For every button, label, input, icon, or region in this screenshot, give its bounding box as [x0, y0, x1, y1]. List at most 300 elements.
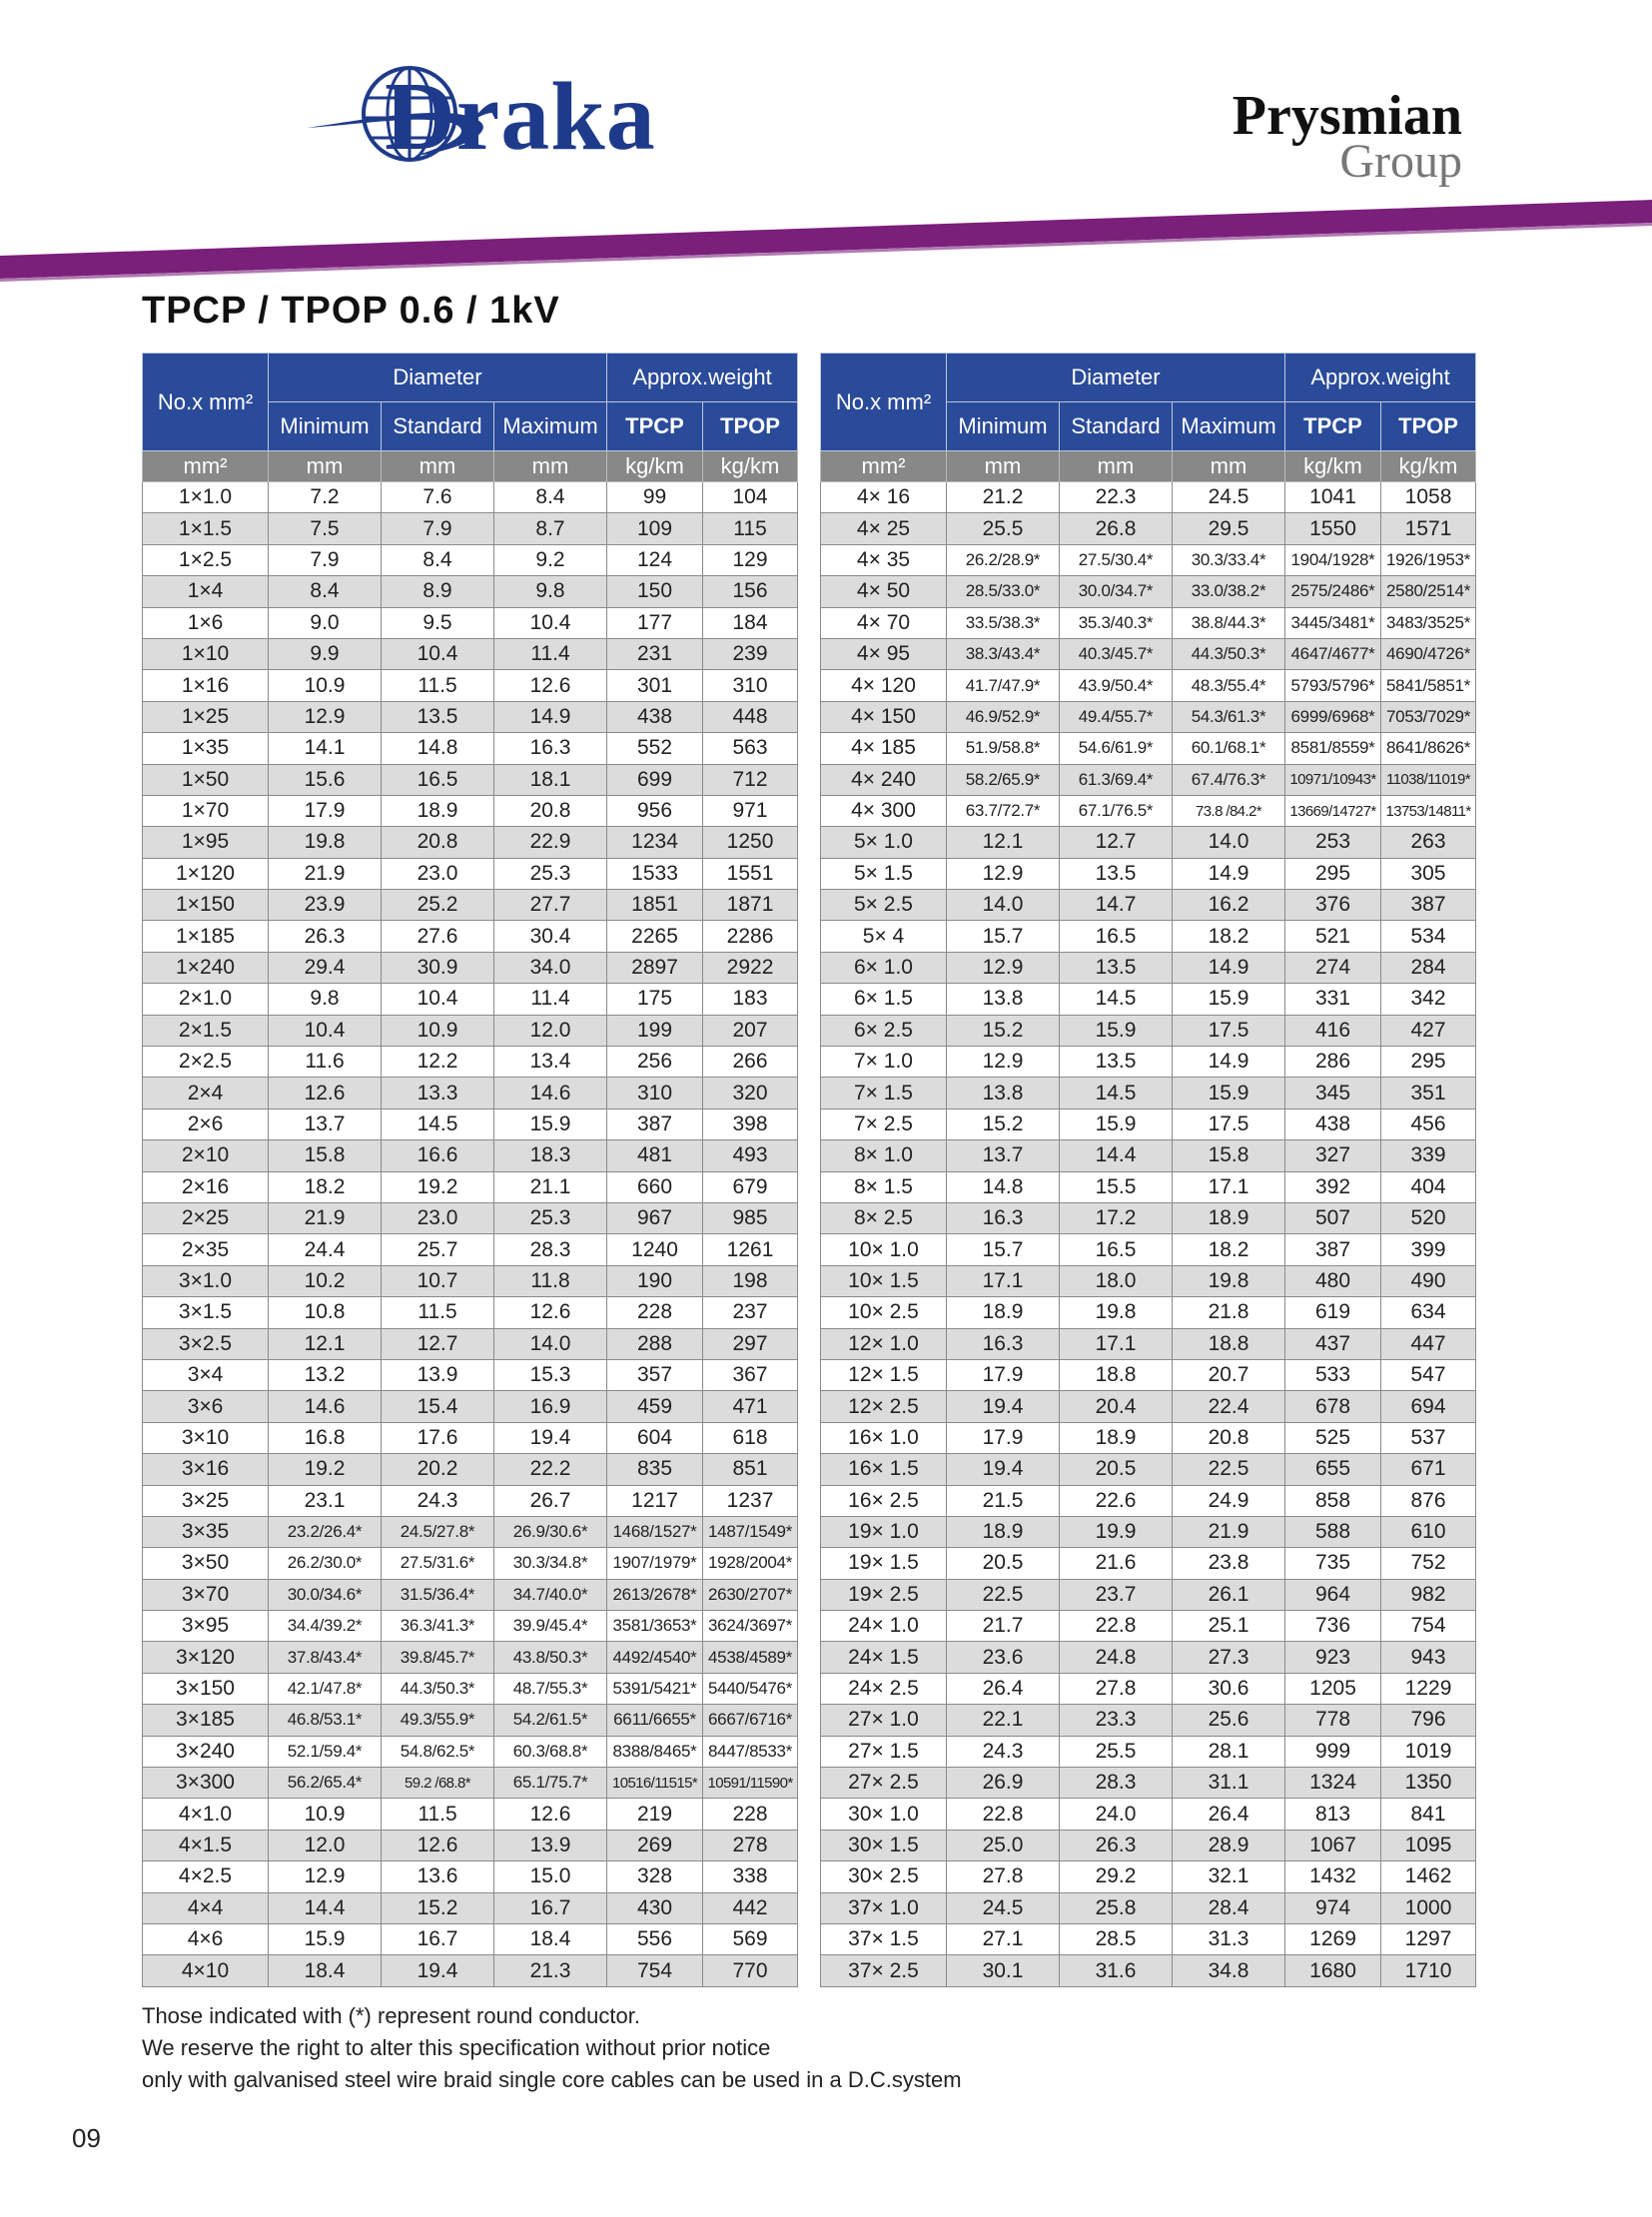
cell-maximum: 27.7: [494, 890, 607, 921]
col-tpop-header: TPOP: [1381, 402, 1476, 451]
cell-tpop: 399: [1381, 1234, 1476, 1265]
table-row: [821, 1015, 1476, 1046]
cell-maximum: 24.5: [1173, 482, 1285, 513]
cell-tpcp: 10971/10943*: [1285, 764, 1381, 795]
cell-size: 3×4: [143, 1359, 269, 1390]
cell-standard: 11.5: [382, 1799, 494, 1830]
cell-standard: 20.4: [1060, 1391, 1173, 1422]
cell-standard: 22.6: [1060, 1485, 1173, 1516]
cell-tpop: 1487/1549*: [703, 1516, 798, 1547]
cell-tpcp: 1240: [607, 1234, 703, 1265]
cell-tpcp: 8581/8559*: [1285, 733, 1381, 764]
cell-size: 10× 1.5: [821, 1265, 947, 1296]
cell-tpcp: 1468/1527*: [607, 1516, 703, 1547]
cell-tpcp: 735: [1285, 1548, 1381, 1579]
cell-maximum: 22.4: [1173, 1391, 1285, 1422]
cell-maximum: 15.9: [494, 1108, 607, 1139]
table-row: [143, 1171, 798, 1202]
cell-standard: 14.5: [382, 1108, 494, 1139]
table-row: [143, 1234, 798, 1265]
table-row: [821, 1579, 1476, 1610]
table-units-row: [821, 451, 1476, 482]
table-row: [821, 1202, 1476, 1233]
cell-standard: 18.0: [1060, 1265, 1173, 1296]
cell-tpcp: 387: [1285, 1234, 1381, 1265]
cell-maximum: 19.8: [1173, 1265, 1285, 1296]
cell-maximum: 27.3: [1173, 1642, 1285, 1673]
col-weight-header: Approx.weight: [1285, 354, 1476, 402]
cell-standard: 25.2: [382, 890, 494, 921]
cell-size: 12× 1.5: [821, 1359, 947, 1390]
cell-tpcp: 357: [607, 1359, 703, 1390]
cell-size: 1×2.5: [143, 544, 269, 575]
cell-tpcp: 13669/14727*: [1285, 795, 1381, 826]
cell-tpcp: 150: [607, 576, 703, 607]
cell-maximum: 12.0: [494, 1015, 607, 1046]
cell-standard: 25.5: [1060, 1736, 1173, 1767]
cell-size: 5× 1.0: [821, 827, 947, 858]
cell-size: 2×1.0: [143, 984, 269, 1015]
cell-standard: 14.5: [1060, 984, 1173, 1015]
cell-size: 19× 1.5: [821, 1548, 947, 1579]
cell-size: 4× 150: [821, 701, 947, 732]
cell-size: 4× 240: [821, 764, 947, 795]
table-header-row: [821, 354, 1476, 402]
cell-minimum: 17.1: [947, 1265, 1060, 1296]
cell-tpop: 3483/3525*: [1381, 607, 1476, 638]
table-row: [143, 733, 798, 764]
cell-standard: 49.3/55.9*: [382, 1705, 494, 1736]
cell-tpcp: 10516/11515*: [607, 1768, 703, 1799]
cell-tpop: 490: [1381, 1265, 1476, 1296]
cell-tpop: 610: [1381, 1516, 1476, 1547]
cell-tpop: 943: [1381, 1642, 1476, 1673]
table-row: [821, 1234, 1476, 1265]
cell-tpop: 442: [703, 1892, 798, 1923]
cell-standard: 12.7: [1060, 827, 1173, 858]
cell-size: 1×6: [143, 607, 269, 638]
cell-maximum: 8.7: [494, 513, 607, 544]
cell-size: 1×50: [143, 764, 269, 795]
cell-minimum: 26.4: [947, 1673, 1060, 1704]
cell-size: 1×1.0: [143, 482, 269, 513]
cell-tpcp: 392: [1285, 1171, 1381, 1202]
cell-tpcp: 199: [607, 1015, 703, 1046]
cell-tpcp: 736: [1285, 1611, 1381, 1642]
cell-size: 3×95: [143, 1611, 269, 1642]
cell-tpop: 752: [1381, 1548, 1476, 1579]
cell-tpop: 4690/4726*: [1381, 638, 1476, 669]
cell-maximum: 13.9: [494, 1830, 607, 1860]
cell-standard: 20.8: [382, 827, 494, 858]
cell-minimum: 18.9: [947, 1297, 1060, 1328]
cell-tpcp: 481: [607, 1140, 703, 1171]
cell-tpcp: 1904/1928*: [1285, 544, 1381, 575]
cell-standard: 19.4: [382, 1955, 494, 1986]
cell-minimum: 38.3/43.4*: [947, 638, 1060, 669]
cell-minimum: 17.9: [269, 795, 382, 826]
cell-maximum: 18.2: [1173, 1234, 1285, 1265]
cell-tpcp: 956: [607, 795, 703, 826]
cell-tpop: 351: [1381, 1078, 1476, 1108]
cell-size: 3×185: [143, 1705, 269, 1736]
cell-minimum: 23.9: [269, 890, 382, 921]
cell-standard: 10.7: [382, 1265, 494, 1296]
cell-maximum: 22.5: [1173, 1454, 1285, 1485]
cell-minimum: 22.8: [947, 1799, 1060, 1830]
cell-tpcp: 190: [607, 1265, 703, 1296]
table-row: [821, 1861, 1476, 1892]
table-row: [821, 544, 1476, 575]
cell-standard: 59.2 /68.8*: [382, 1768, 494, 1799]
cell-tpop: 2922: [703, 952, 798, 983]
cell-standard: 26.3: [1060, 1830, 1173, 1860]
cell-size: 3×6: [143, 1391, 269, 1422]
cell-standard: 13.6: [382, 1861, 494, 1892]
table-row: [143, 952, 798, 983]
cell-tpcp: 1067: [1285, 1830, 1381, 1860]
table-row: [143, 1830, 798, 1860]
cell-tpcp: 1680: [1285, 1955, 1381, 1986]
unit-tpcp: kg/km: [607, 451, 703, 482]
cell-maximum: 18.2: [1173, 921, 1285, 952]
cell-tpop: 10591/11590*: [703, 1768, 798, 1799]
table-row: [143, 1705, 798, 1736]
table-row: [143, 1892, 798, 1923]
table-row: [143, 890, 798, 921]
table-row: [143, 827, 798, 858]
cell-size: 2×35: [143, 1234, 269, 1265]
cell-minimum: 26.3: [269, 921, 382, 952]
cell-standard: 12.7: [382, 1328, 494, 1359]
cell-tpop: 6667/6716*: [703, 1705, 798, 1736]
cell-standard: 19.9: [1060, 1516, 1173, 1547]
cell-maximum: 22.2: [494, 1454, 607, 1485]
cell-tpcp: 533: [1285, 1359, 1381, 1390]
cell-minimum: 14.1: [269, 733, 382, 764]
cell-standard: 36.3/41.3*: [382, 1611, 494, 1642]
table-row: [143, 1297, 798, 1328]
table-row: [821, 1140, 1476, 1171]
prysmian-logo: [1232, 85, 1462, 188]
col-maximum-header: Maximum: [1173, 402, 1285, 451]
cell-maximum: 30.6: [1173, 1673, 1285, 1704]
cell-size: 2×16: [143, 1171, 269, 1202]
table-row: [143, 638, 798, 669]
cell-minimum: 15.7: [947, 1234, 1060, 1265]
cell-minimum: 25.5: [947, 513, 1060, 544]
cell-maximum: 20.8: [494, 795, 607, 826]
cell-size: 2×6: [143, 1108, 269, 1139]
cell-size: 30× 2.5: [821, 1861, 947, 1892]
cell-minimum: 8.4: [269, 576, 382, 607]
table-row: [821, 1830, 1476, 1860]
cell-standard: 9.5: [382, 607, 494, 638]
cell-maximum: 30.3/33.4*: [1173, 544, 1285, 575]
cell-tpop: 8447/8533*: [703, 1736, 798, 1767]
cell-minimum: 27.8: [947, 1861, 1060, 1892]
cell-maximum: 24.9: [1173, 1485, 1285, 1516]
cell-maximum: 9.2: [494, 544, 607, 575]
cell-tpcp: 1217: [607, 1485, 703, 1516]
cell-size: 4× 120: [821, 670, 947, 701]
cell-size: 4×4: [143, 1892, 269, 1923]
cell-minimum: 17.9: [947, 1422, 1060, 1453]
cell-maximum: 14.0: [494, 1328, 607, 1359]
cell-minimum: 10.9: [269, 670, 382, 701]
cell-size: 7× 1.5: [821, 1078, 947, 1108]
cell-size: 1×1.5: [143, 513, 269, 544]
cell-maximum: 18.3: [494, 1140, 607, 1171]
table-row: [143, 1923, 798, 1954]
cell-tpop: 2286: [703, 921, 798, 952]
cell-size: 2×10: [143, 1140, 269, 1171]
cell-minimum: 42.1/47.8*: [269, 1673, 382, 1704]
cell-standard: 17.2: [1060, 1202, 1173, 1233]
cell-tpop: 2580/2514*: [1381, 576, 1476, 607]
cell-maximum: 34.8: [1173, 1955, 1285, 1986]
cell-maximum: 25.1: [1173, 1611, 1285, 1642]
cell-tpop: 1095: [1381, 1830, 1476, 1860]
cell-maximum: 67.4/76.3*: [1173, 764, 1285, 795]
cell-tpcp: 177: [607, 607, 703, 638]
cell-tpcp: 999: [1285, 1736, 1381, 1767]
cell-tpcp: 301: [607, 670, 703, 701]
cell-minimum: 10.4: [269, 1015, 382, 1046]
cell-minimum: 12.1: [269, 1328, 382, 1359]
cell-size: 16× 2.5: [821, 1485, 947, 1516]
cell-tpop: 1250: [703, 827, 798, 858]
col-standard-header: Standard: [1060, 402, 1173, 451]
cell-maximum: 28.3: [494, 1234, 607, 1265]
cell-minimum: 24.4: [269, 1234, 382, 1265]
table-row: [143, 984, 798, 1015]
cell-minimum: 16.3: [947, 1202, 1060, 1233]
cell-standard: 29.2: [1060, 1861, 1173, 1892]
cell-size: 12× 2.5: [821, 1391, 947, 1422]
cell-size: 3×1.5: [143, 1297, 269, 1328]
cell-size: 3×25: [143, 1485, 269, 1516]
cell-standard: 7.9: [382, 513, 494, 544]
cell-standard: 14.7: [1060, 890, 1173, 921]
cell-tpcp: 175: [607, 984, 703, 1015]
cell-standard: 22.3: [1060, 482, 1173, 513]
cell-tpop: 493: [703, 1140, 798, 1171]
cell-minimum: 15.2: [947, 1108, 1060, 1139]
cell-tpop: 634: [1381, 1297, 1476, 1328]
cell-size: 3×10: [143, 1422, 269, 1453]
cell-minimum: 10.8: [269, 1297, 382, 1328]
cell-size: 1×95: [143, 827, 269, 858]
cell-tpcp: 858: [1285, 1485, 1381, 1516]
cell-standard: 30.0/34.7*: [1060, 576, 1173, 607]
cell-tpop: 239: [703, 638, 798, 669]
cell-tpop: 1571: [1381, 513, 1476, 544]
cell-maximum: 48.3/55.4*: [1173, 670, 1285, 701]
cell-minimum: 58.2/65.9*: [947, 764, 1060, 795]
cell-size: 2×2.5: [143, 1047, 269, 1078]
cell-standard: 27.8: [1060, 1673, 1173, 1704]
cell-tpop: 3624/3697*: [703, 1611, 798, 1642]
cell-standard: 18.9: [382, 795, 494, 826]
cell-tpop: 1237: [703, 1485, 798, 1516]
cell-maximum: 9.8: [494, 576, 607, 607]
cell-standard: 16.5: [382, 764, 494, 795]
cell-standard: 13.9: [382, 1359, 494, 1390]
cell-tpop: 404: [1381, 1171, 1476, 1202]
table-row: [143, 1078, 798, 1108]
cell-tpcp: 1851: [607, 890, 703, 921]
cell-maximum: 28.9: [1173, 1830, 1285, 1860]
cell-size: 3×1.0: [143, 1265, 269, 1296]
cell-size: 4×1.5: [143, 1830, 269, 1860]
cell-tpcp: 376: [1285, 890, 1381, 921]
cell-minimum: 25.0: [947, 1830, 1060, 1860]
cell-standard: 27.6: [382, 921, 494, 952]
table-row: [821, 1391, 1476, 1422]
cell-minimum: 21.9: [269, 1202, 382, 1233]
cell-minimum: 51.9/58.8*: [947, 733, 1060, 764]
table-row: [821, 1265, 1476, 1296]
cell-minimum: 41.7/47.9*: [947, 670, 1060, 701]
cell-standard: 20.2: [382, 1454, 494, 1485]
cell-minimum: 9.0: [269, 607, 382, 638]
cell-standard: 31.5/36.4*: [382, 1579, 494, 1610]
cell-tpop: 320: [703, 1078, 798, 1108]
cell-size: 16× 1.5: [821, 1454, 947, 1485]
col-diameter-header: Diameter: [947, 354, 1285, 402]
cell-tpop: 5841/5851*: [1381, 670, 1476, 701]
cell-maximum: 43.8/50.3*: [494, 1642, 607, 1673]
cell-minimum: 16.3: [947, 1328, 1060, 1359]
table-row: [143, 858, 798, 889]
cell-minimum: 12.9: [947, 858, 1060, 889]
table-row: [821, 984, 1476, 1015]
cell-tpcp: 1324: [1285, 1768, 1381, 1799]
col-no-header: No.x mm²: [143, 354, 269, 451]
cell-tpcp: 99: [607, 482, 703, 513]
cell-minimum: 14.4: [269, 1892, 382, 1923]
cell-tpop: 263: [1381, 827, 1476, 858]
cell-tpcp: 2613/2678*: [607, 1579, 703, 1610]
cable-table-left: [142, 353, 798, 1987]
table-row: [143, 1015, 798, 1046]
cell-size: 6× 2.5: [821, 1015, 947, 1046]
table-row: [821, 1955, 1476, 1986]
cell-maximum: 15.8: [1173, 1140, 1285, 1171]
cell-minimum: 46.9/52.9*: [947, 701, 1060, 732]
cell-maximum: 17.5: [1173, 1015, 1285, 1046]
table-row: [143, 1359, 798, 1390]
cell-size: 5× 1.5: [821, 858, 947, 889]
table-row: [143, 544, 798, 575]
cell-standard: 15.2: [382, 1892, 494, 1923]
table-row: [821, 1108, 1476, 1139]
cell-tpcp: 835: [607, 1454, 703, 1485]
table-row: [821, 607, 1476, 638]
cell-tpop: 448: [703, 701, 798, 732]
cell-maximum: 28.1: [1173, 1736, 1285, 1767]
table-row: [143, 1108, 798, 1139]
table-row: [143, 1265, 798, 1296]
cell-standard: 7.6: [382, 482, 494, 513]
cell-maximum: 44.3/50.3*: [1173, 638, 1285, 669]
cell-minimum: 22.5: [947, 1579, 1060, 1610]
table-row: [143, 1485, 798, 1516]
cell-tpcp: 1041: [1285, 482, 1381, 513]
cell-tpcp: 588: [1285, 1516, 1381, 1547]
cell-maximum: 18.4: [494, 1923, 607, 1954]
cell-size: 10× 2.5: [821, 1297, 947, 1328]
cell-size: 5× 4: [821, 921, 947, 952]
cell-tpcp: 1907/1979*: [607, 1548, 703, 1579]
cell-maximum: 26.7: [494, 1485, 607, 1516]
cell-minimum: 24.5: [947, 1892, 1060, 1923]
cell-tpcp: 459: [607, 1391, 703, 1422]
draka-logo-text: Draka: [385, 63, 656, 171]
cell-minimum: 14.0: [947, 890, 1060, 921]
cell-standard: 13.5: [1060, 952, 1173, 983]
table-row: [821, 638, 1476, 669]
cell-tpcp: 5793/5796*: [1285, 670, 1381, 701]
table-row: [143, 764, 798, 795]
cell-tpcp: 231: [607, 638, 703, 669]
cell-standard: 24.5/27.8*: [382, 1516, 494, 1547]
cell-standard: 22.8: [1060, 1611, 1173, 1642]
table-row: [821, 1359, 1476, 1390]
cell-tpcp: 4492/4540*: [607, 1642, 703, 1673]
cell-minimum: 15.9: [269, 1923, 382, 1954]
cell-minimum: 15.7: [947, 921, 1060, 952]
cell-tpcp: 507: [1285, 1202, 1381, 1233]
cell-tpop: 1926/1953*: [1381, 544, 1476, 575]
cell-tpop: 2630/2707*: [703, 1579, 798, 1610]
cell-standard: 23.0: [382, 858, 494, 889]
col-diameter-header: Diameter: [269, 354, 607, 402]
cell-standard: 49.4/55.7*: [1060, 701, 1173, 732]
cell-maximum: 34.7/40.0*: [494, 1579, 607, 1610]
cell-size: 4× 50: [821, 576, 947, 607]
cell-tpcp: 3581/3653*: [607, 1611, 703, 1642]
cell-tpop: 342: [1381, 984, 1476, 1015]
cell-tpop: 1058: [1381, 482, 1476, 513]
cell-minimum: 12.9: [269, 701, 382, 732]
cell-size: 4× 300: [821, 795, 947, 826]
cell-minimum: 13.8: [947, 1078, 1060, 1108]
col-tpcp-header: TPCP: [607, 402, 703, 451]
cell-tpop: 11038/11019*: [1381, 764, 1476, 795]
table-row: [821, 1799, 1476, 1830]
cell-minimum: 26.9: [947, 1768, 1060, 1799]
cell-minimum: 23.1: [269, 1485, 382, 1516]
cell-tpop: 183: [703, 984, 798, 1015]
cell-standard: 23.0: [382, 1202, 494, 1233]
cell-maximum: 13.4: [494, 1047, 607, 1078]
cell-tpcp: 3445/3481*: [1285, 607, 1381, 638]
page-title: TPCP / TPOP 0.6 / 1kV: [142, 290, 560, 332]
cell-minimum: 7.9: [269, 544, 382, 575]
cell-maximum: 26.4: [1173, 1799, 1285, 1830]
cell-minimum: 15.8: [269, 1140, 382, 1171]
table-row: [821, 1422, 1476, 1453]
cell-tpop: 447: [1381, 1328, 1476, 1359]
cell-minimum: 15.6: [269, 764, 382, 795]
cell-standard: 11.5: [382, 670, 494, 701]
table-row: [143, 1422, 798, 1453]
cell-size: 7× 1.0: [821, 1047, 947, 1078]
cell-size: 1×70: [143, 795, 269, 826]
table-row: [143, 795, 798, 826]
